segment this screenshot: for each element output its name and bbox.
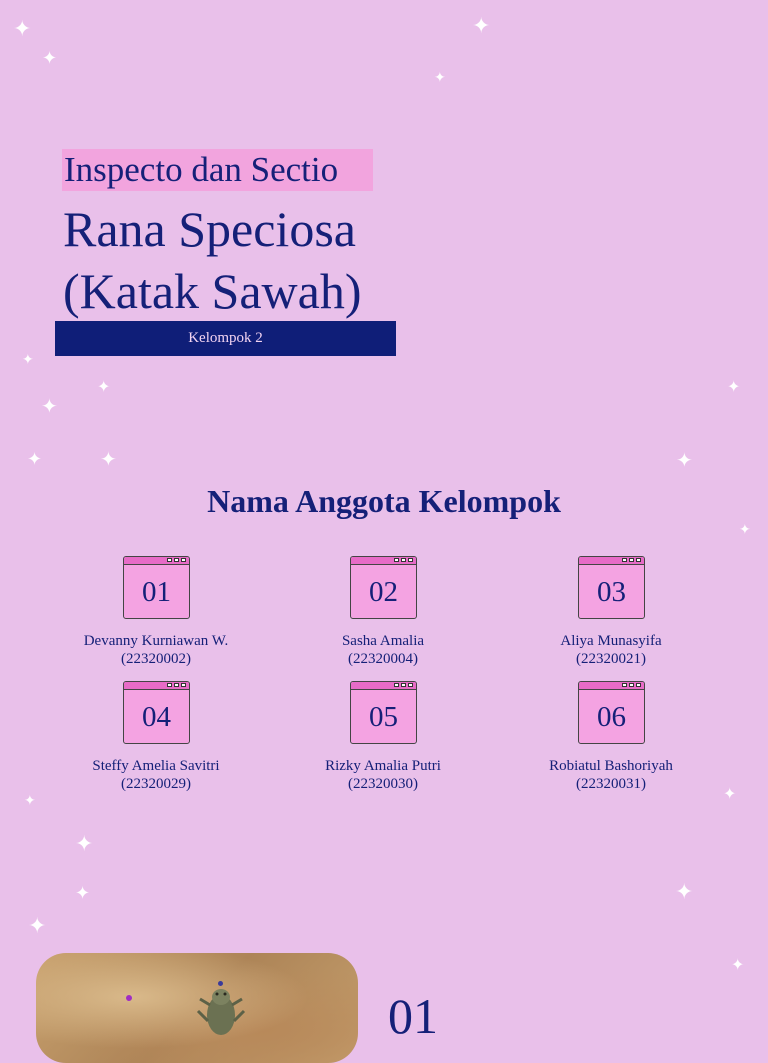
window-titlebar [351, 557, 416, 565]
window-titlebar [351, 682, 416, 690]
sparkle-icon: ✦ [24, 794, 36, 809]
sparkle-icon: ✦ [472, 13, 491, 38]
cover-subtitle: Inspecto dan Sectio [64, 150, 339, 189]
window-titlebar [579, 557, 644, 565]
sparkle-icon: ✦ [22, 353, 34, 368]
member-card [123, 681, 190, 744]
minimize-icon [167, 558, 172, 562]
close-icon [181, 683, 186, 687]
member-id: (22320021) [576, 651, 646, 667]
sparkle-icon: ✦ [28, 913, 47, 938]
member-name: Steffy Amelia Savitri [92, 758, 220, 774]
member-id: (22320030) [348, 776, 418, 792]
minimize-icon [622, 683, 627, 687]
sparkle-icon: ✦ [723, 786, 737, 803]
sparkle-icon: ✦ [97, 379, 111, 396]
member-number: 05 [369, 701, 398, 733]
pin-icon [218, 981, 223, 986]
sparkle-icon: ✦ [75, 883, 91, 903]
member-name: Devanny Kurniawan W. [83, 633, 229, 649]
pin-icon [126, 995, 132, 1001]
sparkle-icon: ✦ [731, 957, 745, 974]
members-heading: Nama Anggota Kelompok [207, 483, 561, 519]
sparkle-icon: ✦ [75, 831, 94, 856]
member-number: 03 [597, 576, 626, 608]
close-icon [181, 558, 186, 562]
member-id: (22320029) [121, 776, 191, 792]
maximize-icon [174, 683, 179, 687]
member-id: (22320002) [121, 651, 191, 667]
sparkle-icon: ✦ [739, 523, 751, 538]
member-number: 01 [142, 576, 171, 608]
close-icon [636, 558, 641, 562]
member-card [578, 681, 645, 744]
member-card [123, 556, 190, 619]
sparkle-icon: ✦ [13, 16, 32, 41]
maximize-icon [174, 558, 179, 562]
member-number: 06 [597, 701, 626, 733]
group-label: Kelompok 2 [188, 330, 263, 346]
sparkle-icon: ✦ [675, 879, 694, 904]
member-name: Sasha Amalia [341, 633, 425, 649]
window-titlebar [124, 557, 189, 565]
minimize-icon [394, 683, 399, 687]
member-number: 02 [369, 576, 398, 608]
minimize-icon [167, 683, 172, 687]
window-titlebar [579, 682, 644, 690]
close-icon [636, 683, 641, 687]
maximize-icon [401, 558, 406, 562]
member-name: Rizky Amalia Putri [325, 758, 441, 774]
member-number: 04 [142, 701, 171, 733]
close-icon [408, 683, 413, 687]
sparkle-icon: ✦ [434, 71, 446, 86]
member-name: Robiatul Bashoriyah [549, 758, 673, 774]
minimize-icon [394, 558, 399, 562]
sparkle-icon: ✦ [727, 379, 741, 396]
member-card [578, 556, 645, 619]
member-card [350, 681, 417, 744]
sparkle-icon: ✦ [27, 449, 43, 469]
section-number: 01 [388, 988, 438, 1044]
sparkle-icon: ✦ [41, 396, 58, 418]
member-card [350, 556, 417, 619]
member-name: Aliya Munasyifa [560, 633, 662, 649]
member-id: (22320004) [348, 651, 418, 667]
frog-photo [36, 953, 358, 1063]
cover-title-line-1: Rana Speciosa [63, 201, 356, 257]
group-label-bar [55, 321, 396, 356]
maximize-icon [629, 558, 634, 562]
sparkle-icon: ✦ [42, 48, 58, 68]
member-id: (22320031) [576, 776, 646, 792]
minimize-icon [622, 558, 627, 562]
cover-title [63, 198, 362, 322]
cover-title-line-2: (Katak Sawah) [63, 263, 362, 319]
sparkle-icon: ✦ [676, 450, 693, 472]
maximize-icon [629, 683, 634, 687]
window-titlebar [124, 682, 189, 690]
maximize-icon [401, 683, 406, 687]
frog-icon [196, 981, 246, 1041]
close-icon [408, 558, 413, 562]
sparkle-icon: ✦ [100, 449, 117, 471]
